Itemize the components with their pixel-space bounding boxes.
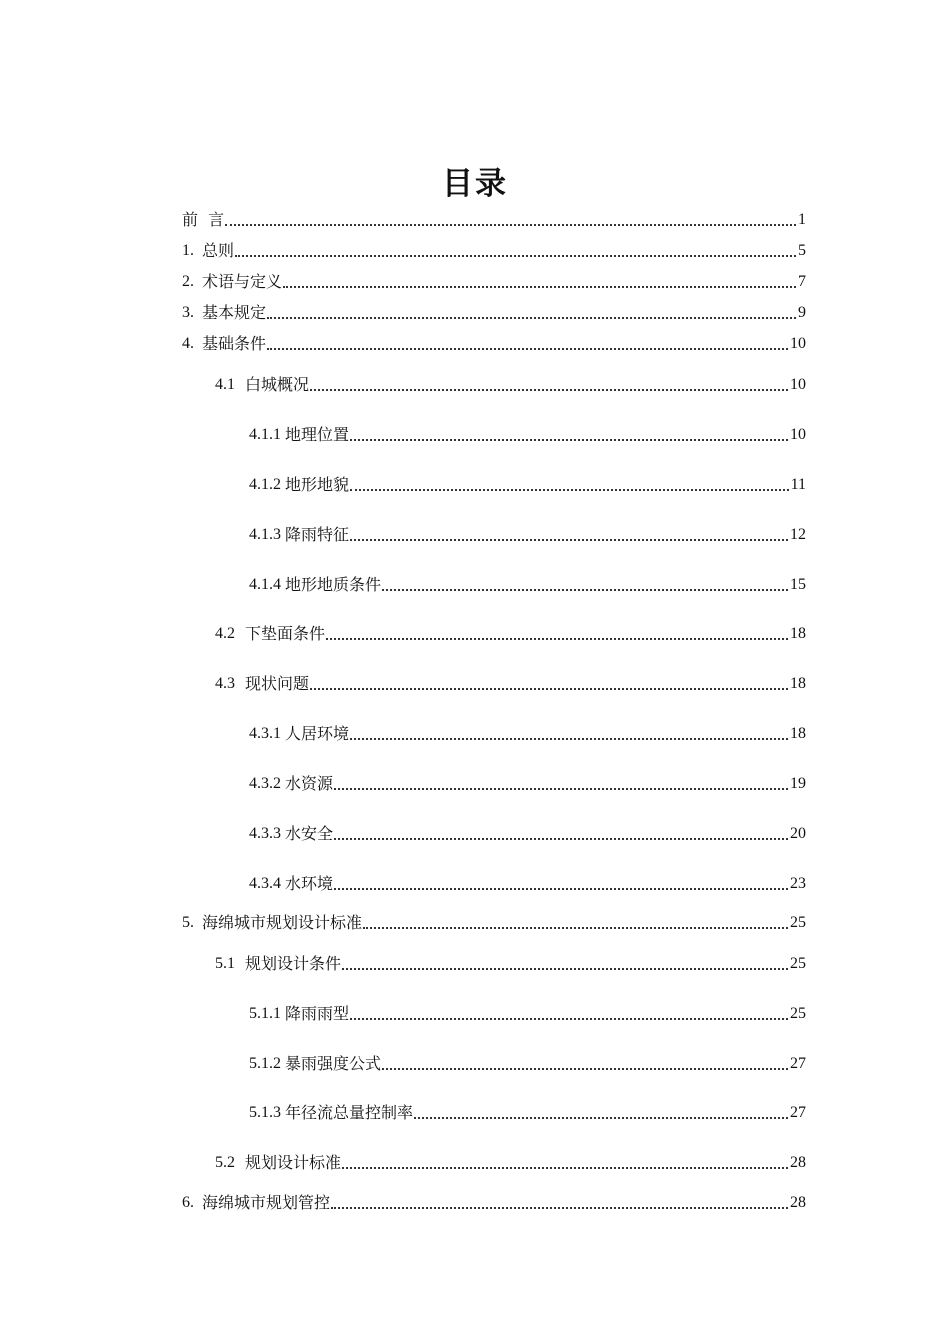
toc-entry[interactable] — [249, 723, 806, 745]
dot-leader — [267, 317, 796, 319]
dot-leader — [342, 968, 788, 970]
toc-entry-page: 28 — [790, 1154, 806, 1171]
toc-entry[interactable] — [215, 1152, 806, 1174]
toc-entry-number: 4.1.1 — [249, 426, 281, 443]
dot-leader — [326, 638, 788, 640]
toc-entry-label: 前 言 — [182, 210, 225, 229]
toc-entry-page: 25 — [790, 955, 806, 972]
toc-entry-number: 3. — [182, 304, 194, 321]
toc-entry-number: 2. — [182, 273, 194, 290]
toc-entry-label: 人居环境 — [285, 724, 350, 743]
toc-entry-page: 7 — [798, 273, 806, 290]
dot-leader — [350, 539, 788, 541]
toc-entry-label: 下垫面条件 — [245, 624, 326, 643]
dot-leader — [334, 888, 788, 890]
toc-entry[interactable] — [249, 823, 806, 845]
toc-entry-page: 1 — [798, 211, 806, 228]
toc-entry-page: 10 — [790, 376, 806, 393]
dot-leader — [310, 389, 788, 391]
toc-entry-label: 术语与定义 — [202, 272, 283, 291]
toc-entry[interactable] — [249, 424, 806, 446]
toc-entry-page: 18 — [790, 675, 806, 692]
toc-entry[interactable] — [249, 1102, 806, 1124]
toc-entry-page: 25 — [790, 914, 806, 931]
toc-entry-number: 1. — [182, 242, 194, 259]
dot-leader — [331, 1207, 788, 1209]
toc-entry-number: 4.3.1 — [249, 725, 281, 742]
toc-entry-number: 6. — [182, 1194, 194, 1211]
toc-entry[interactable] — [249, 873, 806, 895]
toc-entry-label: 地理位置 — [285, 425, 350, 444]
toc-entry-number: 4.1 — [215, 376, 235, 393]
toc-entry-label: 白城概况 — [245, 375, 310, 394]
toc-entry-page: 19 — [790, 775, 806, 792]
toc-entry[interactable] — [215, 673, 806, 695]
toc-entry-page: 27 — [790, 1055, 806, 1072]
toc-entry[interactable] — [182, 1192, 806, 1214]
toc-entry[interactable] — [249, 474, 806, 496]
toc-entry[interactable] — [249, 773, 806, 795]
toc-entry-page: 18 — [790, 725, 806, 742]
toc-entry-page: 12 — [790, 526, 806, 543]
toc-entry[interactable] — [182, 302, 806, 324]
toc-entry-page: 28 — [790, 1194, 806, 1211]
toc-entry-number: 4.1.4 — [249, 576, 281, 593]
toc-entry-label: 规划设计条件 — [245, 954, 342, 973]
dot-leader — [382, 589, 788, 591]
toc-entry-label: 年径流总量控制率 — [285, 1103, 414, 1122]
toc-entry[interactable] — [249, 574, 806, 596]
toc-entry-label: 降雨雨型 — [285, 1004, 350, 1023]
toc-entry-label: 总则 — [202, 241, 235, 260]
dot-leader — [235, 255, 796, 257]
toc-entry-label: 地形地质条件 — [285, 575, 382, 594]
toc-entry-label: 海绵城市规划管控 — [202, 1193, 331, 1212]
toc-entry-label: 规划设计标准 — [245, 1153, 342, 1172]
dot-leader — [310, 688, 788, 690]
toc-entry-page: 23 — [790, 875, 806, 892]
dot-leader — [267, 348, 788, 350]
toc-entry-page: 27 — [790, 1104, 806, 1121]
dot-leader — [350, 439, 788, 441]
dot-leader — [350, 1018, 788, 1020]
toc-entry-number: 4.3.2 — [249, 775, 281, 792]
toc-entry-label: 暴雨强度公式 — [285, 1054, 382, 1073]
toc-entry-number: 5.1.2 — [249, 1055, 281, 1072]
toc-entry-label: 地形地貌 — [285, 475, 350, 494]
toc-entry-number: 4.2 — [215, 625, 235, 642]
dot-leader — [350, 489, 789, 491]
toc-entry-number: 4. — [182, 335, 194, 352]
toc-entry-label: 基本规定 — [202, 303, 267, 322]
toc-entry-label: 基础条件 — [202, 334, 267, 353]
toc-entry-number: 5.1 — [215, 955, 235, 972]
toc-entry-label: 降雨特征 — [285, 525, 350, 544]
toc-entry-page: 10 — [790, 335, 806, 352]
toc-entry[interactable] — [182, 912, 806, 934]
toc-entry[interactable] — [249, 1003, 806, 1025]
toc-entry-number: 4.3.3 — [249, 825, 281, 842]
toc-entry[interactable] — [182, 240, 806, 262]
toc-entry-page: 11 — [790, 476, 806, 493]
dot-leader — [334, 788, 788, 790]
dot-leader — [342, 1167, 788, 1169]
toc-entry[interactable] — [182, 271, 806, 293]
toc-entry-number: 5.2 — [215, 1154, 235, 1171]
toc-entry-number: 4.1.2 — [249, 476, 281, 493]
dot-leader — [363, 927, 788, 929]
toc-entry-number: 4.3.4 — [249, 875, 281, 892]
toc-entry-number: 4.3 — [215, 675, 235, 692]
toc-entry-page: 5 — [798, 242, 806, 259]
toc-entry[interactable] — [249, 1053, 806, 1075]
toc-entry-number: 5.1.1 — [249, 1005, 281, 1022]
toc-entry[interactable] — [215, 623, 806, 645]
toc-entry[interactable] — [182, 209, 806, 231]
toc-entry-page: 25 — [790, 1005, 806, 1022]
toc-entry-label: 海绵城市规划设计标准 — [202, 913, 363, 932]
toc-entry-number: 5.1.3 — [249, 1104, 281, 1121]
toc-entry-number: 5. — [182, 914, 194, 931]
toc-entry-label: 水安全 — [285, 824, 334, 843]
toc-entry-page: 18 — [790, 625, 806, 642]
dot-leader — [350, 738, 788, 740]
toc-entry-page: 15 — [790, 576, 806, 593]
toc-entry[interactable] — [215, 374, 806, 396]
dot-leader — [382, 1068, 788, 1070]
dot-leader — [225, 224, 796, 226]
toc-entry-number: 4.1.3 — [249, 526, 281, 543]
toc-entry-page: 20 — [790, 825, 806, 842]
dot-leader — [283, 286, 796, 288]
toc-entry-page: 10 — [790, 426, 806, 443]
page-title: 目录 — [442, 166, 508, 202]
toc-entry[interactable] — [182, 333, 806, 355]
dot-leader — [334, 838, 788, 840]
dot-leader — [414, 1117, 788, 1119]
toc-entry-page: 9 — [798, 304, 806, 321]
toc-entry-label: 水资源 — [285, 774, 334, 793]
toc-entry[interactable] — [249, 524, 806, 546]
toc-entry[interactable] — [215, 953, 806, 975]
toc-entry-label: 现状问题 — [245, 674, 310, 693]
toc-entry-label: 水环境 — [285, 874, 334, 893]
